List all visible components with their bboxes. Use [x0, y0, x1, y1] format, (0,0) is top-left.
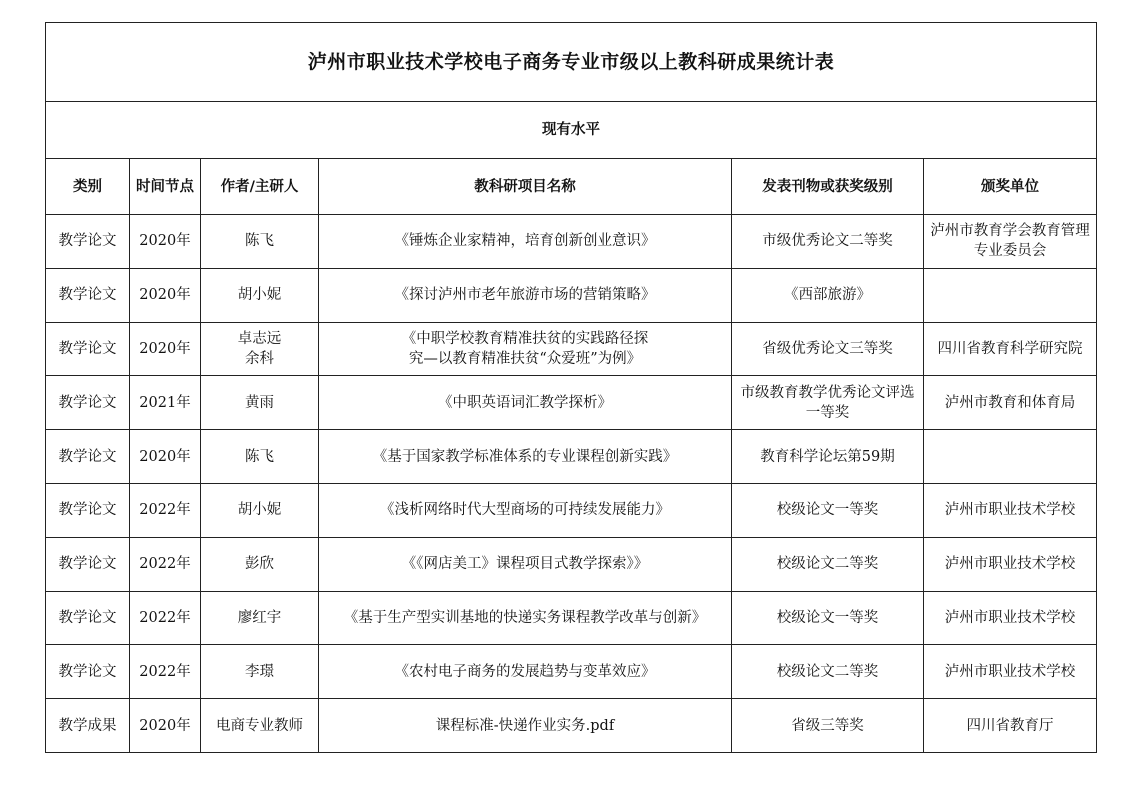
cell-category: 教学论文: [46, 537, 130, 591]
cell-project: 课程标准-快递作业实务.pdf: [319, 699, 732, 753]
cell-issuer: 泸州市教育学会教育管理专业委员会: [924, 215, 1097, 269]
table-title: 泸州市职业技术学校电子商务专业市级以上教科研成果统计表: [46, 23, 1097, 102]
header-project: 教科研项目名称: [319, 159, 732, 215]
cell-author: [201, 322, 319, 376]
cell-time: 2022年: [130, 645, 201, 699]
cell-project: 《探讨泸州市老年旅游市场的营销策略》: [319, 268, 732, 322]
cell-time: 2020年: [130, 322, 201, 376]
cell-issuer: 四川省教育科学研究院: [924, 322, 1097, 376]
cell-author: 黄雨: [201, 376, 319, 430]
cell-issuer: [924, 430, 1097, 484]
table-row: [46, 376, 1097, 430]
cell-issuer: 泸州市职业技术学校: [924, 645, 1097, 699]
cell-project: 《锤炼企业家精神，培育创新创业意识》: [319, 215, 732, 269]
table-row: [46, 215, 1097, 269]
cell-author: 电商专业教师: [201, 699, 319, 753]
cell-category: 教学论文: [46, 430, 130, 484]
cell-category: 教学论文: [46, 215, 130, 269]
cell-category: 教学论文: [46, 376, 130, 430]
cell-project: 《基于国家教学标准体系的专业课程创新实践》: [319, 430, 732, 484]
cell-issuer: 泸州市职业技术学校: [924, 483, 1097, 537]
table-row: [46, 699, 1097, 753]
header-author: 作者/主研人: [201, 159, 319, 215]
cell-author: 廖红宇: [201, 591, 319, 645]
cell-level: 校级论文二等奖: [732, 537, 924, 591]
cell-level: 市级优秀论文二等奖: [732, 215, 924, 269]
cell-level: 教育科学论坛第59期: [732, 430, 924, 484]
table-row: [46, 322, 1097, 376]
header-time: 时间节点: [130, 159, 201, 215]
cell-issuer: 四川省教育厅: [924, 699, 1097, 753]
table-row: [46, 645, 1097, 699]
cell-author: 彭欣: [201, 537, 319, 591]
project-line: 《中职学校教育精准扶贫的实践路径探: [401, 330, 649, 347]
cell-time: 2020年: [130, 215, 201, 269]
cell-project: 《中职英语词汇教学探析》: [319, 376, 732, 430]
cell-time: 2021年: [130, 376, 201, 430]
cell-author: 胡小妮: [201, 483, 319, 537]
cell-project: 《《网店美工》课程项目式教学探索》》: [319, 537, 732, 591]
header-level: 发表刊物或获奖级别: [732, 159, 924, 215]
table-subtitle: 现有水平: [46, 102, 1097, 159]
cell-category: 教学论文: [46, 483, 130, 537]
cell-author: 陈飞: [201, 215, 319, 269]
cell-level: 市级教育教学优秀论文评选一等奖: [732, 376, 924, 430]
cell-category: 教学论文: [46, 268, 130, 322]
cell-time: 2022年: [130, 537, 201, 591]
achievements-table: [45, 22, 1097, 753]
cell-time: 2020年: [130, 268, 201, 322]
table-row: [46, 537, 1097, 591]
cell-project: 《农村电子商务的发展趋势与变革效应》: [319, 645, 732, 699]
cell-level: 省级优秀论文三等奖: [732, 322, 924, 376]
cell-time: 2022年: [130, 483, 201, 537]
cell-category: 教学论文: [46, 591, 130, 645]
cell-level: 校级论文一等奖: [732, 591, 924, 645]
cell-level: 省级三等奖: [732, 699, 924, 753]
cell-issuer: 泸州市职业技术学校: [924, 537, 1097, 591]
cell-time: 2022年: [130, 591, 201, 645]
cell-level: 校级论文一等奖: [732, 483, 924, 537]
cell-author: 胡小妮: [201, 268, 319, 322]
project-line: 究—以教育精准扶贫“众爱班”为例》: [408, 350, 642, 367]
cell-author: 陈飞: [201, 430, 319, 484]
cell-level: 《西部旅游》: [732, 268, 924, 322]
table-row: [46, 268, 1097, 322]
table-row: [46, 430, 1097, 484]
cell-issuer: 泸州市教育和体育局: [924, 376, 1097, 430]
table-row: [46, 483, 1097, 537]
cell-issuer: 泸州市职业技术学校: [924, 591, 1097, 645]
cell-issuer: [924, 268, 1097, 322]
cell-time: 2020年: [130, 699, 201, 753]
header-issuer: 颁奖单位: [924, 159, 1097, 215]
author-line: 卓志远: [237, 330, 282, 347]
cell-project: 《基于生产型实训基地的快递实务课程教学改革与创新》: [319, 591, 732, 645]
cell-category: 教学论文: [46, 645, 130, 699]
header-category: 类别: [46, 159, 130, 215]
author-line: 余科: [245, 350, 274, 367]
cell-level: 校级论文二等奖: [732, 645, 924, 699]
cell-author: 李璟: [201, 645, 319, 699]
cell-project: [319, 322, 732, 376]
cell-category: 教学论文: [46, 322, 130, 376]
cell-project: 《浅析网络时代大型商场的可持续发展能力》: [319, 483, 732, 537]
cell-category: 教学成果: [46, 699, 130, 753]
header-row: [46, 159, 1097, 215]
cell-time: 2020年: [130, 430, 201, 484]
table-row: [46, 591, 1097, 645]
